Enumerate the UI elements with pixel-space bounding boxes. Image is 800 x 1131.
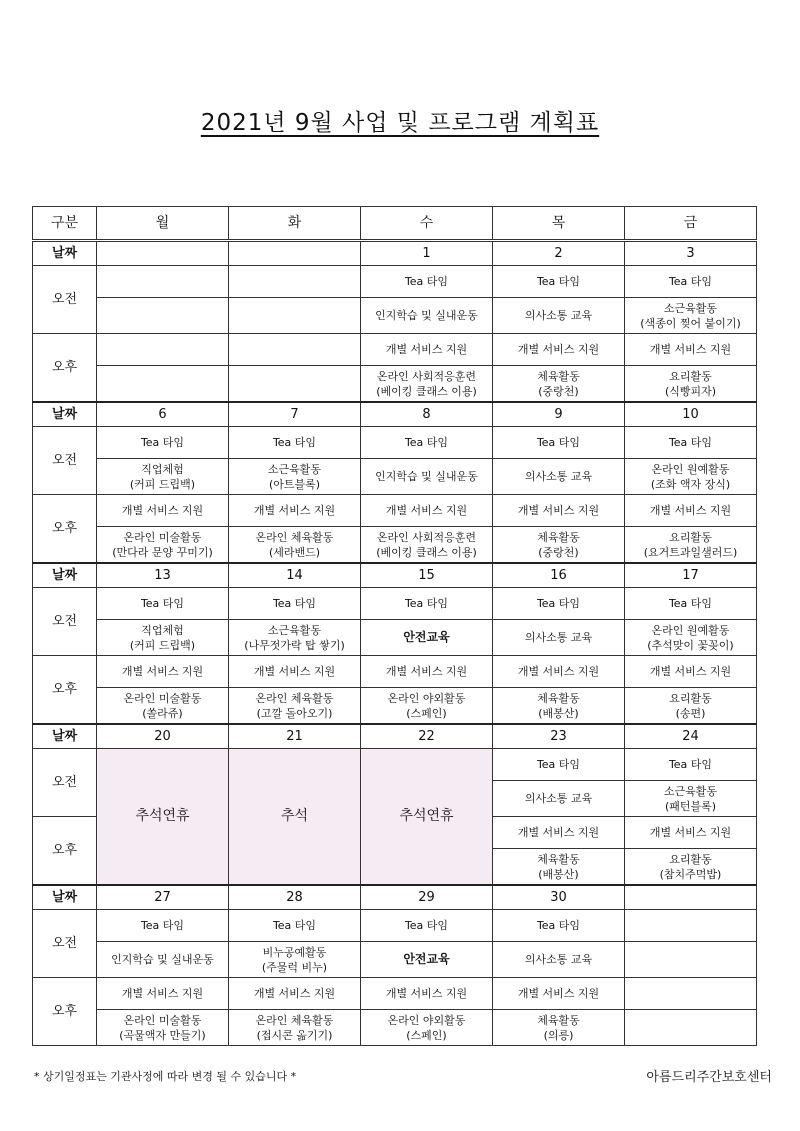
- activity-name: 소근육활동: [663, 784, 718, 798]
- thu-am-slot2: [493, 942, 625, 978]
- activity-name: 의사소통 교육: [524, 309, 593, 322]
- wed-am-slot2: [361, 298, 493, 334]
- activity-name: 요리활동: [669, 691, 712, 705]
- fri-pm-slot1: 개별 서비스 지원: [625, 495, 757, 527]
- thu-pm-slot1: 개별 서비스 지원: [493, 334, 625, 366]
- header-cell: 화: [229, 207, 361, 241]
- activity-detail: (추석맞이 꽃꽂이): [647, 638, 734, 652]
- activity-name: 체육활동: [537, 691, 580, 705]
- date-cell: 30: [493, 885, 625, 910]
- activity-detail: (아트블록): [268, 477, 321, 491]
- activity-name: 온라인 원예활동: [651, 623, 730, 637]
- activity-name: 의사소통 교육: [524, 470, 593, 483]
- thu-am-slot2: [493, 781, 625, 817]
- date-cell: 24: [625, 724, 757, 749]
- tue-am-slot1: Tea 타임: [229, 910, 361, 942]
- fri-pm-slot1: [625, 978, 757, 1010]
- activity-detail: (나무젓가락 탑 쌓기): [244, 638, 345, 652]
- tue-pm-slot2: [229, 366, 361, 403]
- date-label: 날짜: [33, 885, 97, 910]
- am-row: [33, 459, 757, 495]
- activity-name: 온라인 체육활동: [255, 691, 334, 705]
- fri-am-slot1: Tea 타임: [625, 427, 757, 459]
- activity-detail: (배봉산): [538, 867, 579, 881]
- activity-name: 의사소통 교육: [524, 631, 593, 644]
- fri-pm-slot1: 개별 서비스 지원: [625, 334, 757, 366]
- thu-pm-slot2: [493, 366, 625, 403]
- mon-pm-slot1: 개별 서비스 지원: [97, 978, 229, 1010]
- activity-detail: (쏠라쥬): [142, 706, 183, 720]
- mon-am-slot2: [97, 942, 229, 978]
- activity-name: 인지학습 및 실내운동: [375, 470, 478, 483]
- tue-am-slot1: Tea 타임: [229, 427, 361, 459]
- date-row: [33, 402, 757, 427]
- activity-name: 온라인 원예활동: [651, 462, 730, 476]
- wed-pm-slot1: 개별 서비스 지원: [361, 495, 493, 527]
- am-label: 오전: [33, 427, 97, 495]
- fri-pm-slot2: [625, 1010, 757, 1046]
- am-label: 오전: [33, 910, 97, 978]
- date-cell: 1: [361, 241, 493, 266]
- mon-pm-slot1: [97, 334, 229, 366]
- date-row: [33, 241, 757, 266]
- activity-name: 온라인 미술활동: [123, 691, 202, 705]
- fri-am-slot1: Tea 타임: [625, 588, 757, 620]
- fri-pm-slot1: 개별 서비스 지원: [625, 817, 757, 849]
- wed-am-slot2: [361, 620, 493, 656]
- date-cell: 16: [493, 563, 625, 588]
- activity-name: 체육활동: [537, 369, 580, 383]
- am-row: [33, 910, 757, 942]
- tue-am-slot1: Tea 타임: [229, 588, 361, 620]
- activity-detail: (고깔 돌아오기): [256, 706, 333, 720]
- header-cell: 구분: [33, 207, 97, 241]
- activity-name: 안전교육: [403, 952, 450, 966]
- wed-am-slot2: [361, 942, 493, 978]
- activity-name: 체육활동: [537, 852, 580, 866]
- date-label: 날짜: [33, 241, 97, 266]
- wed-am-slot1: Tea 타임: [361, 588, 493, 620]
- mon-pm-slot2: [97, 366, 229, 403]
- wed-pm-slot2: [361, 688, 493, 725]
- activity-detail: (조화 액자 장식): [650, 477, 731, 491]
- pm-row: [33, 1010, 757, 1046]
- activity-detail: (중랑천): [538, 545, 579, 559]
- activity-name: 온라인 미술활동: [123, 530, 202, 544]
- tue-am-slot2: [229, 459, 361, 495]
- activity-name: 직업체험: [141, 462, 184, 476]
- thu-am-slot1: Tea 타임: [493, 588, 625, 620]
- am-label: 오전: [33, 588, 97, 656]
- activity-detail: (주물럭 비누): [261, 960, 328, 974]
- date-cell: 28: [229, 885, 361, 910]
- pm-label: 오후: [33, 495, 97, 564]
- fri-pm-slot2: [625, 527, 757, 564]
- tue-pm-slot1: 개별 서비스 지원: [229, 495, 361, 527]
- activity-detail: (스페인): [406, 706, 447, 720]
- center-name: 아름드리주간보호센터: [646, 1070, 772, 1085]
- pm-label: 오후: [33, 817, 97, 886]
- activity-name: 체육활동: [537, 1013, 580, 1027]
- tue-pm-slot2: [229, 1010, 361, 1046]
- activity-detail: (의릉): [543, 1028, 574, 1042]
- date-cell: 3: [625, 241, 757, 266]
- header-cell: 금: [625, 207, 757, 241]
- tue-pm-slot2: [229, 688, 361, 725]
- fri-am-slot2: [625, 942, 757, 978]
- date-cell: 14: [229, 563, 361, 588]
- date-row: [33, 885, 757, 910]
- mon-am-slot1: Tea 타임: [97, 910, 229, 942]
- mon-pm-slot2: [97, 527, 229, 564]
- activity-name: 온라인 사회적응훈련: [376, 530, 477, 544]
- pm-row: [33, 978, 757, 1010]
- activity-detail: (참치주먹밥): [659, 867, 722, 881]
- pm-row: [33, 495, 757, 527]
- mon-pm-slot2: [97, 1010, 229, 1046]
- activity-name: 요리활동: [669, 530, 712, 544]
- activity-name: 온라인 체육활동: [255, 530, 334, 544]
- activity-detail: (색종이 찢어 붙이기): [640, 316, 741, 330]
- date-cell: 17: [625, 563, 757, 588]
- fri-pm-slot2: [625, 849, 757, 886]
- pm-row: [33, 527, 757, 564]
- fri-am-slot2: [625, 781, 757, 817]
- date-cell: 10: [625, 402, 757, 427]
- page-title: 2021년 9월 사업 및 프로그램 계획표: [200, 110, 600, 136]
- activity-detail: (배봉산): [538, 706, 579, 720]
- mon-am-slot1: Tea 타임: [97, 588, 229, 620]
- date-cell: 8: [361, 402, 493, 427]
- wed-pm-slot2: [361, 527, 493, 564]
- activity-name: 소근육활동: [267, 623, 322, 637]
- fri-am-slot2: [625, 459, 757, 495]
- date-label: 날짜: [33, 724, 97, 749]
- activity-detail: (커피 드립백): [129, 638, 196, 652]
- date-cell: 2: [493, 241, 625, 266]
- thu-pm-slot2: [493, 527, 625, 564]
- thu-pm-slot1: 개별 서비스 지원: [493, 495, 625, 527]
- activity-detail: (스페인): [406, 1028, 447, 1042]
- footnote: * 상기일정표는 기관사정에 따라 변경 될 수 있습니다 *: [34, 1070, 297, 1083]
- pm-row: [33, 688, 757, 725]
- date-cell: 9: [493, 402, 625, 427]
- header-cell: 월: [97, 207, 229, 241]
- wed-pm-slot1: 개별 서비스 지원: [361, 978, 493, 1010]
- schedule-table: [32, 206, 757, 1046]
- activity-name: 소근육활동: [663, 301, 718, 315]
- thu-pm-slot1: 개별 서비스 지원: [493, 978, 625, 1010]
- fri-am-slot2: [625, 298, 757, 334]
- pm-label: 오후: [33, 656, 97, 725]
- mon-am-slot2: [97, 620, 229, 656]
- activity-name: 온라인 미술활동: [123, 1013, 202, 1027]
- activity-detail: (세라밴드): [268, 545, 321, 559]
- header-cell: 목: [493, 207, 625, 241]
- activity-name: 체육활동: [537, 530, 580, 544]
- pm-label: 오후: [33, 978, 97, 1046]
- fri-pm-slot2: [625, 688, 757, 725]
- tue-pm-slot1: 개별 서비스 지원: [229, 978, 361, 1010]
- thu-am-slot2: [493, 459, 625, 495]
- activity-detail: (요거트과일샐러드): [643, 545, 738, 559]
- wed-pm-slot1: 개별 서비스 지원: [361, 656, 493, 688]
- date-cell: 22: [361, 724, 493, 749]
- am-row: [33, 942, 757, 978]
- activity-name: 의사소통 교육: [524, 953, 593, 966]
- activity-name: 온라인 야외활동: [387, 1013, 466, 1027]
- am-row: [33, 749, 757, 781]
- am-row: [33, 620, 757, 656]
- thu-am-slot2: [493, 298, 625, 334]
- pm-row: [33, 656, 757, 688]
- activity-name: 의사소통 교육: [524, 792, 593, 805]
- wed-am-slot1: Tea 타임: [361, 910, 493, 942]
- thu-pm-slot2: [493, 1010, 625, 1046]
- date-cell: 20: [97, 724, 229, 749]
- activity-detail: (패턴블록): [664, 799, 717, 813]
- wed-pm-slot2: [361, 1010, 493, 1046]
- am-row: [33, 427, 757, 459]
- activity-detail: (베이킹 클래스 이용): [376, 384, 477, 398]
- activity-name: 인지학습 및 실내운동: [375, 309, 478, 322]
- date-cell: 29: [361, 885, 493, 910]
- date-cell: 15: [361, 563, 493, 588]
- tue-am-slot2: [229, 942, 361, 978]
- activity-name: 비누공예활동: [262, 945, 327, 959]
- date-cell: 6: [97, 402, 229, 427]
- wed-am-slot1: Tea 타임: [361, 427, 493, 459]
- mon-am-slot2: [97, 459, 229, 495]
- tue-am-slot2: [229, 298, 361, 334]
- header-cell: 수: [361, 207, 493, 241]
- date-cell: 21: [229, 724, 361, 749]
- date-label: 날짜: [33, 563, 97, 588]
- activity-name: 온라인 체육활동: [255, 1013, 334, 1027]
- mon-pm-slot1: 개별 서비스 지원: [97, 495, 229, 527]
- date-cell: 13: [97, 563, 229, 588]
- activity-detail: (커피 드립백): [129, 477, 196, 491]
- date-cell: 23: [493, 724, 625, 749]
- activity-detail: (곡물액자 만들기): [119, 1028, 206, 1042]
- mon-am-slot1: [97, 266, 229, 298]
- tue-pm-slot1: [229, 334, 361, 366]
- date-row: [33, 563, 757, 588]
- thu-pm-slot1: 개별 서비스 지원: [493, 817, 625, 849]
- tue-pm-slot1: 개별 서비스 지원: [229, 656, 361, 688]
- wed-am-slot1: Tea 타임: [361, 266, 493, 298]
- mon-am-slot1: Tea 타임: [97, 427, 229, 459]
- holiday-cell: 추석연휴: [361, 749, 493, 886]
- header-row: [33, 207, 757, 241]
- activity-name: 직업체험: [141, 623, 184, 637]
- tue-am-slot2: [229, 620, 361, 656]
- am-label: 오전: [33, 749, 97, 817]
- activity-name: 요리활동: [669, 369, 712, 383]
- fri-am-slot1: Tea 타임: [625, 749, 757, 781]
- wed-pm-slot2: [361, 366, 493, 403]
- date-cell: [97, 241, 229, 266]
- tue-am-slot1: [229, 266, 361, 298]
- holiday-cell: 추석: [229, 749, 361, 886]
- date-cell: [625, 885, 757, 910]
- fri-pm-slot1: 개별 서비스 지원: [625, 656, 757, 688]
- thu-pm-slot1: 개별 서비스 지원: [493, 656, 625, 688]
- activity-detail: (송편): [675, 706, 706, 720]
- thu-am-slot1: Tea 타임: [493, 427, 625, 459]
- wed-am-slot2: [361, 459, 493, 495]
- date-cell: 27: [97, 885, 229, 910]
- tue-pm-slot2: [229, 527, 361, 564]
- mon-pm-slot2: [97, 688, 229, 725]
- activity-detail: (접시콘 옮기기): [256, 1028, 333, 1042]
- activity-detail: (중랑천): [538, 384, 579, 398]
- activity-detail: (식빵피자): [664, 384, 717, 398]
- activity-name: 온라인 야외활동: [387, 691, 466, 705]
- activity-detail: (베이킹 클래스 이용): [376, 545, 477, 559]
- activity-name: 온라인 사회적응훈련: [376, 369, 477, 383]
- am-label: 오전: [33, 266, 97, 334]
- thu-am-slot1: Tea 타임: [493, 910, 625, 942]
- fri-am-slot1: [625, 910, 757, 942]
- fri-am-slot2: [625, 620, 757, 656]
- fri-am-slot1: Tea 타임: [625, 266, 757, 298]
- fri-pm-slot2: [625, 366, 757, 403]
- date-row: [33, 724, 757, 749]
- activity-name: 요리활동: [669, 852, 712, 866]
- date-cell: [229, 241, 361, 266]
- activity-detail: (만다라 문양 꾸미기): [112, 545, 213, 559]
- activity-name: 인지학습 및 실내운동: [111, 953, 214, 966]
- mon-am-slot2: [97, 298, 229, 334]
- holiday-cell: 추석연휴: [97, 749, 229, 886]
- thu-pm-slot2: [493, 849, 625, 886]
- thu-am-slot1: Tea 타임: [493, 749, 625, 781]
- thu-am-slot1: Tea 타임: [493, 266, 625, 298]
- date-label: 날짜: [33, 402, 97, 427]
- am-row: [33, 298, 757, 334]
- wed-pm-slot1: 개별 서비스 지원: [361, 334, 493, 366]
- activity-name: 소근육활동: [267, 462, 322, 476]
- thu-am-slot2: [493, 620, 625, 656]
- pm-label: 오후: [33, 334, 97, 403]
- pm-row: [33, 334, 757, 366]
- pm-row: [33, 366, 757, 403]
- thu-pm-slot2: [493, 688, 625, 725]
- am-row: [33, 266, 757, 298]
- activity-name: 안전교육: [403, 630, 450, 644]
- date-cell: 7: [229, 402, 361, 427]
- mon-pm-slot1: 개별 서비스 지원: [97, 656, 229, 688]
- am-row: [33, 588, 757, 620]
